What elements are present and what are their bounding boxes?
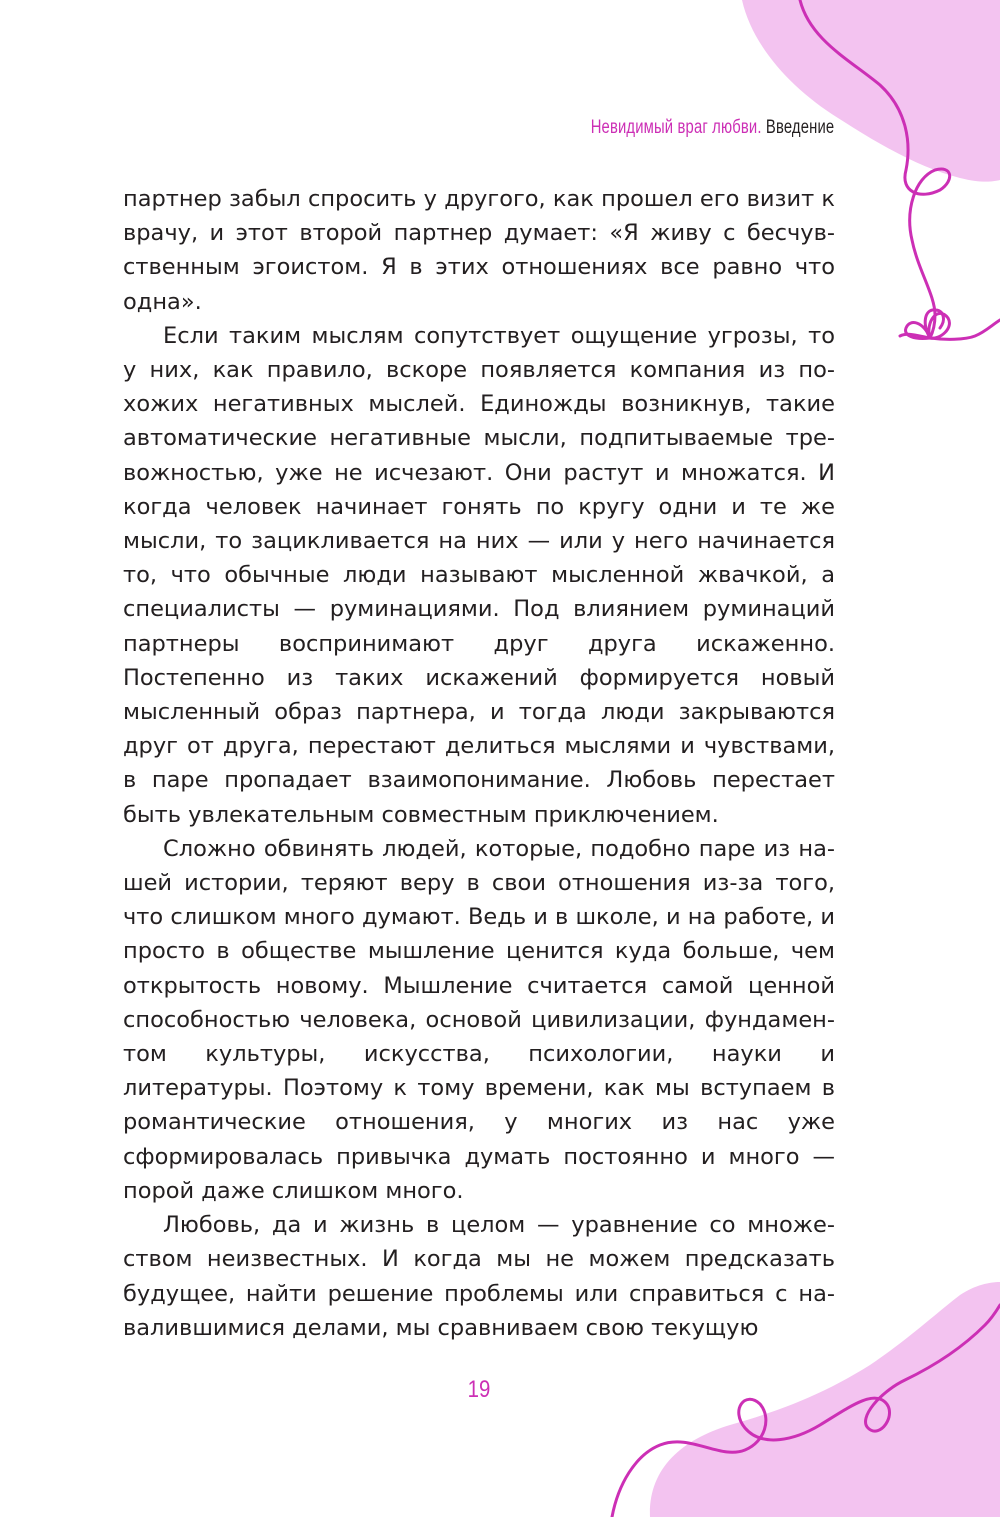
pink-blob-top-right bbox=[742, 0, 1000, 182]
body-text bbox=[123, 182, 835, 1345]
running-head-chapter: Введение bbox=[765, 117, 834, 138]
running-head bbox=[590, 117, 834, 139]
paragraph: Если таким мыслям сопутствует ощущение угрозы, то у них, как правило, вскоре появляется компания из похожих негативных мыслей. Единожды возникнув, такие автоматические негативные мысли, подпитываемые тревожностью, уже не исчезают. Они растут и множатся. И когда человек начинает гонять по кругу одни и те же мысли, то зацикливается на них — или у него начинается то, что обычные люди называют мысленной жвачкой, а специалисты — руминациями. Под влиянием руминаций партнеры воспринимают друг друга искаженно. Постепенно из таких искажений формируется новый мысленный образ партнера, и тогда люди закрываются друг от друга, перестают делиться мыслями и чувствами, в паре пропадает взаимопонимание. Любовь перестает быть увлекательным совместным приключением. bbox=[123, 322, 835, 828]
running-head-book-title: Невидимый враг любви. bbox=[590, 117, 762, 138]
paragraph: Любовь, да и жизнь в целом — уравнение со множеством неизвестных. И когда мы не можем предсказать будущее, найти решение проблемы или справиться с навалившимися делами, мы сравниваем свою текущую bbox=[123, 1212, 835, 1341]
page-number: 19 bbox=[467, 1376, 491, 1403]
paragraph: Сложно обвинять людей, которые, подобно паре из нашей истории, теряют веру в свои отношения из-за того, что слишком много думают. Ведь и в школе, и на работе, и просто в обществе мышление ценится куда больше, чем открытость новому. Мышление считается самой ценной способностью человека, основой цивилизации, фундаментом культуры, искусства, психологии, науки и литературы. Поэтому к тому времени, как мы вступаем в романтические отношения, у многих из нас уже сформировалась привычка думать постоянно и много — порой даже слишком много. bbox=[123, 835, 835, 1204]
paragraph: партнер забыл спросить у другого, как прошел его визит к врачу, и этот второй партнер думает: «Я живу с бесчувственным эгоистом. Я в этих отношениях все равно что одна». bbox=[123, 186, 835, 315]
